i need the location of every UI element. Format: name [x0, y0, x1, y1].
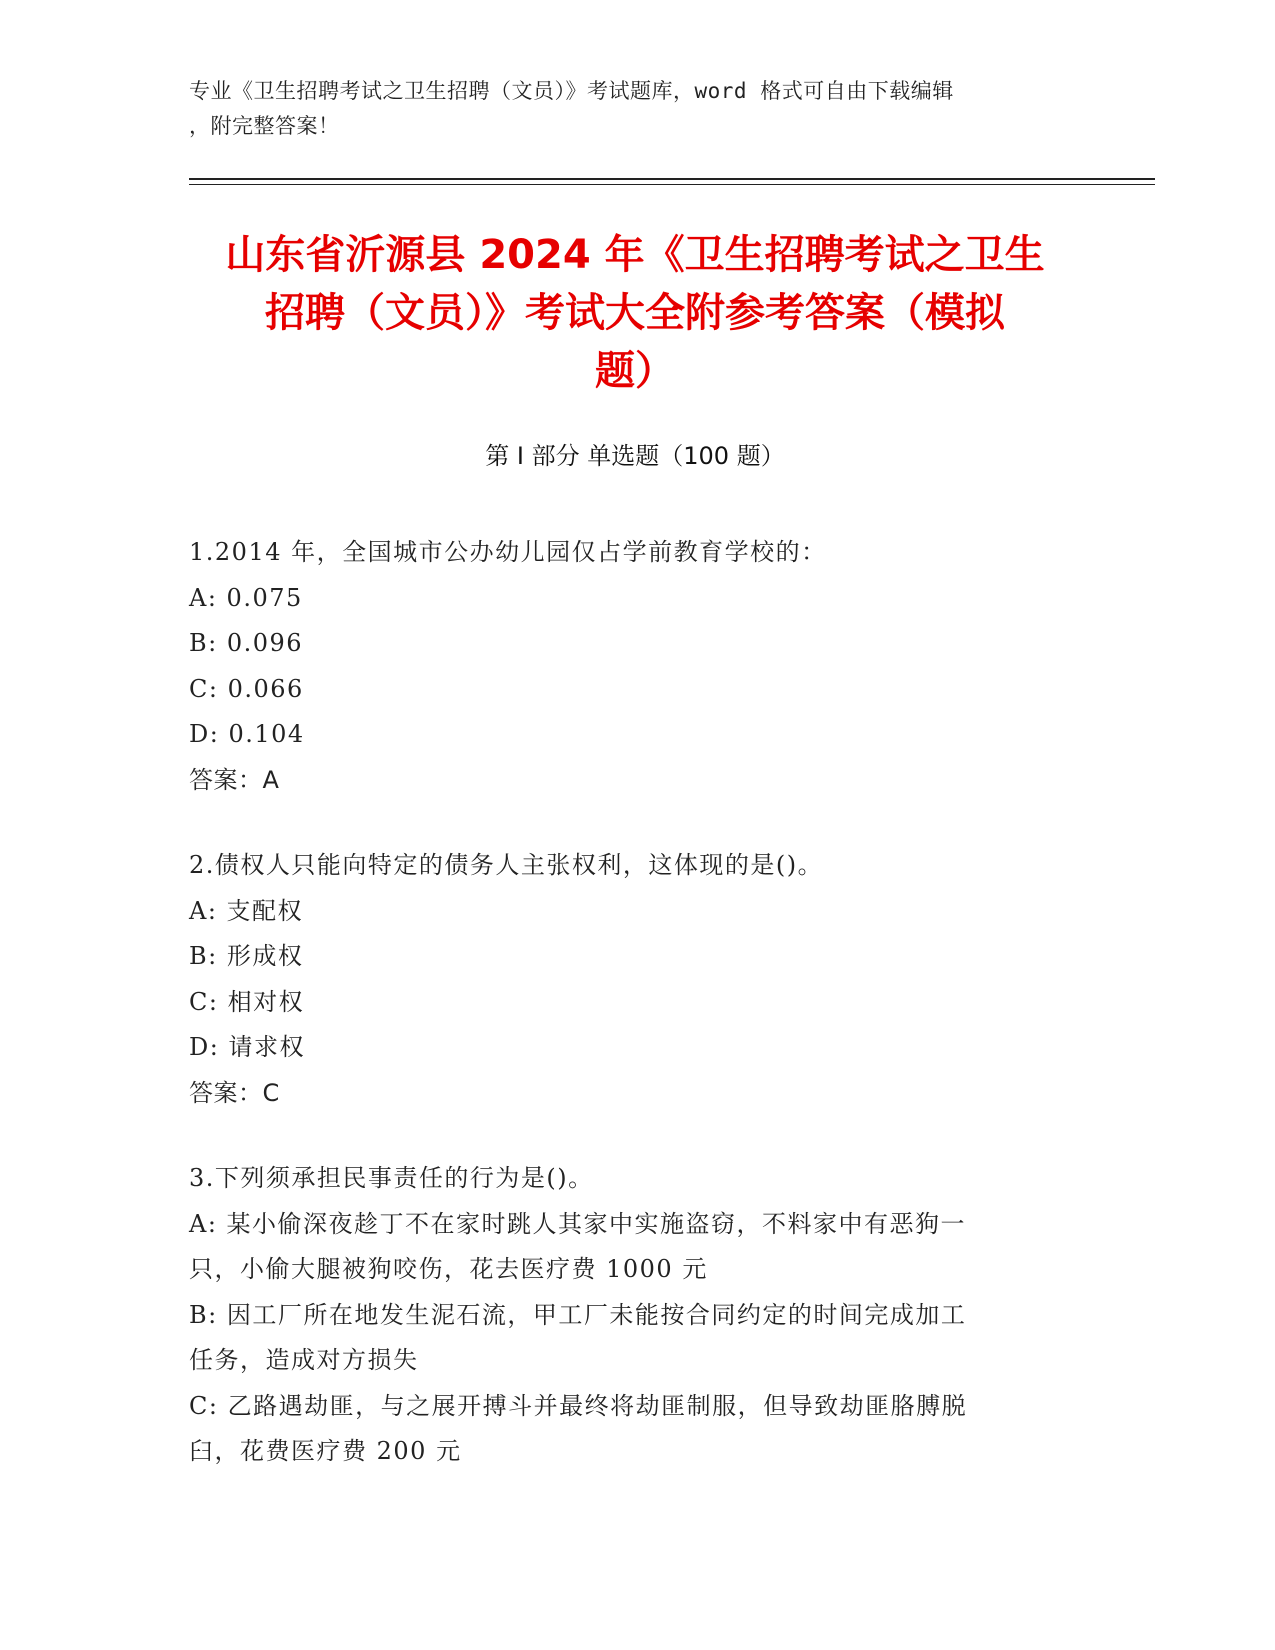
header-divider-thin [189, 184, 1155, 185]
question-stem: 3.下列须承担民事责任的行为是()。 [189, 1164, 594, 1192]
option-b: B: 0.096 [189, 629, 304, 657]
option-c: C: 相对权 [189, 987, 305, 1016]
option-c-line-1: C: 乙路遇劫匪，与之展开搏斗并最终将劫匪制服，但导致劫匪胳膊脱 [189, 1391, 968, 1420]
option-a: A: 0.075 [189, 583, 303, 612]
question-1 [189, 530, 1089, 803]
option-a: A: 支配权 [189, 896, 304, 925]
option-d: D: 请求权 [189, 1033, 305, 1061]
option-a-line-2: 只，小偷大腿被狗咬伤，花去医疗费 1000 元 [189, 1255, 708, 1283]
option-b: B: 形成权 [189, 942, 304, 970]
option-b-line-2: 任务，造成对方损失 [189, 1346, 419, 1374]
option-c-line-2: 臼，花费医疗费 200 元 [189, 1437, 462, 1465]
question-stem: 2.债权人只能向特定的债务人主张权利，这体现的是()。 [189, 851, 824, 879]
header-note [189, 74, 1089, 144]
question-3 [189, 1156, 1089, 1475]
header-divider-thick [189, 178, 1155, 180]
document-title-line-3: 题） [595, 348, 675, 394]
document-title-line-1: 山东省沂源县 2024 年《卫生招聘考试之卫生 [225, 232, 1045, 278]
question-list [189, 530, 1089, 1515]
question-stem: 1.2014 年，全国城市公办幼儿园仅占学前教育学校的： [189, 538, 827, 566]
header-note-line-2: ，附完整答案！ [189, 114, 340, 138]
question-2 [189, 843, 1089, 1116]
header-note-line-1: 专业《卫生招聘考试之卫生招聘（文员）》考试题库，word 格式可自由下载编辑 [189, 79, 954, 103]
document-title [185, 226, 1085, 400]
document-title-line-2: 招聘（文员）》考试大全附参考答案（模拟 [265, 290, 1005, 336]
answer-line: 答案：A [189, 765, 280, 794]
section-heading: 第 I 部分 单选题（100 题） [485, 442, 785, 470]
option-c: C: 0.066 [189, 674, 304, 703]
option-a-line-1: A: 某小偷深夜趁丁不在家时跳人其家中实施盗窃，不料家中有恶狗一 [189, 1209, 967, 1238]
option-b-line-1: B: 因工厂所在地发生泥石流，甲工厂未能按合同约定的时间完成加工 [189, 1300, 967, 1329]
answer-line: 答案：C [189, 1078, 280, 1107]
option-d: D: 0.104 [189, 720, 305, 748]
